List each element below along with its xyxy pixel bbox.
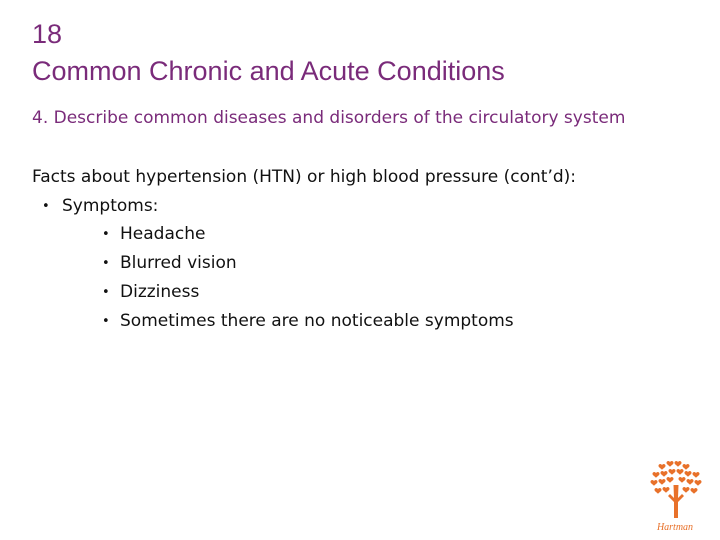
sub-bullet-text: Headache	[120, 224, 206, 244]
bullet-marker: •	[102, 285, 110, 300]
chapter-title: Common Chronic and Acute Conditions	[32, 56, 505, 86]
bullet-marker: •	[102, 314, 110, 329]
chapter-number: 18	[32, 19, 63, 49]
sub-bullet-text: Blurred vision	[120, 253, 237, 273]
slide-body	[32, 166, 702, 339]
bullet-marker: •	[102, 256, 110, 271]
hartman-logo	[644, 458, 706, 534]
list-item	[62, 310, 702, 339]
logo-text: Hartman	[656, 522, 694, 533]
list-item	[62, 223, 702, 252]
heart-tree-logo-icon	[644, 458, 706, 534]
list-item	[32, 195, 702, 339]
intro-text: Facts about hypertension (HTN) or high blood pressure (cont’d):	[32, 167, 577, 187]
sub-bullet-list	[62, 223, 702, 339]
bullet-list	[32, 195, 702, 339]
list-item	[62, 281, 702, 310]
bullet-text: Symptoms:	[62, 196, 159, 216]
learning-objective: 4. Describe common diseases and disorders of the circulatory system	[32, 108, 626, 128]
bullet-marker: •	[42, 199, 50, 214]
sub-bullet-text: Sometimes there are no noticeable symptoms	[120, 311, 514, 331]
sub-bullet-text: Dizziness	[120, 282, 200, 302]
bullet-marker: •	[102, 227, 110, 242]
list-item	[62, 252, 702, 281]
